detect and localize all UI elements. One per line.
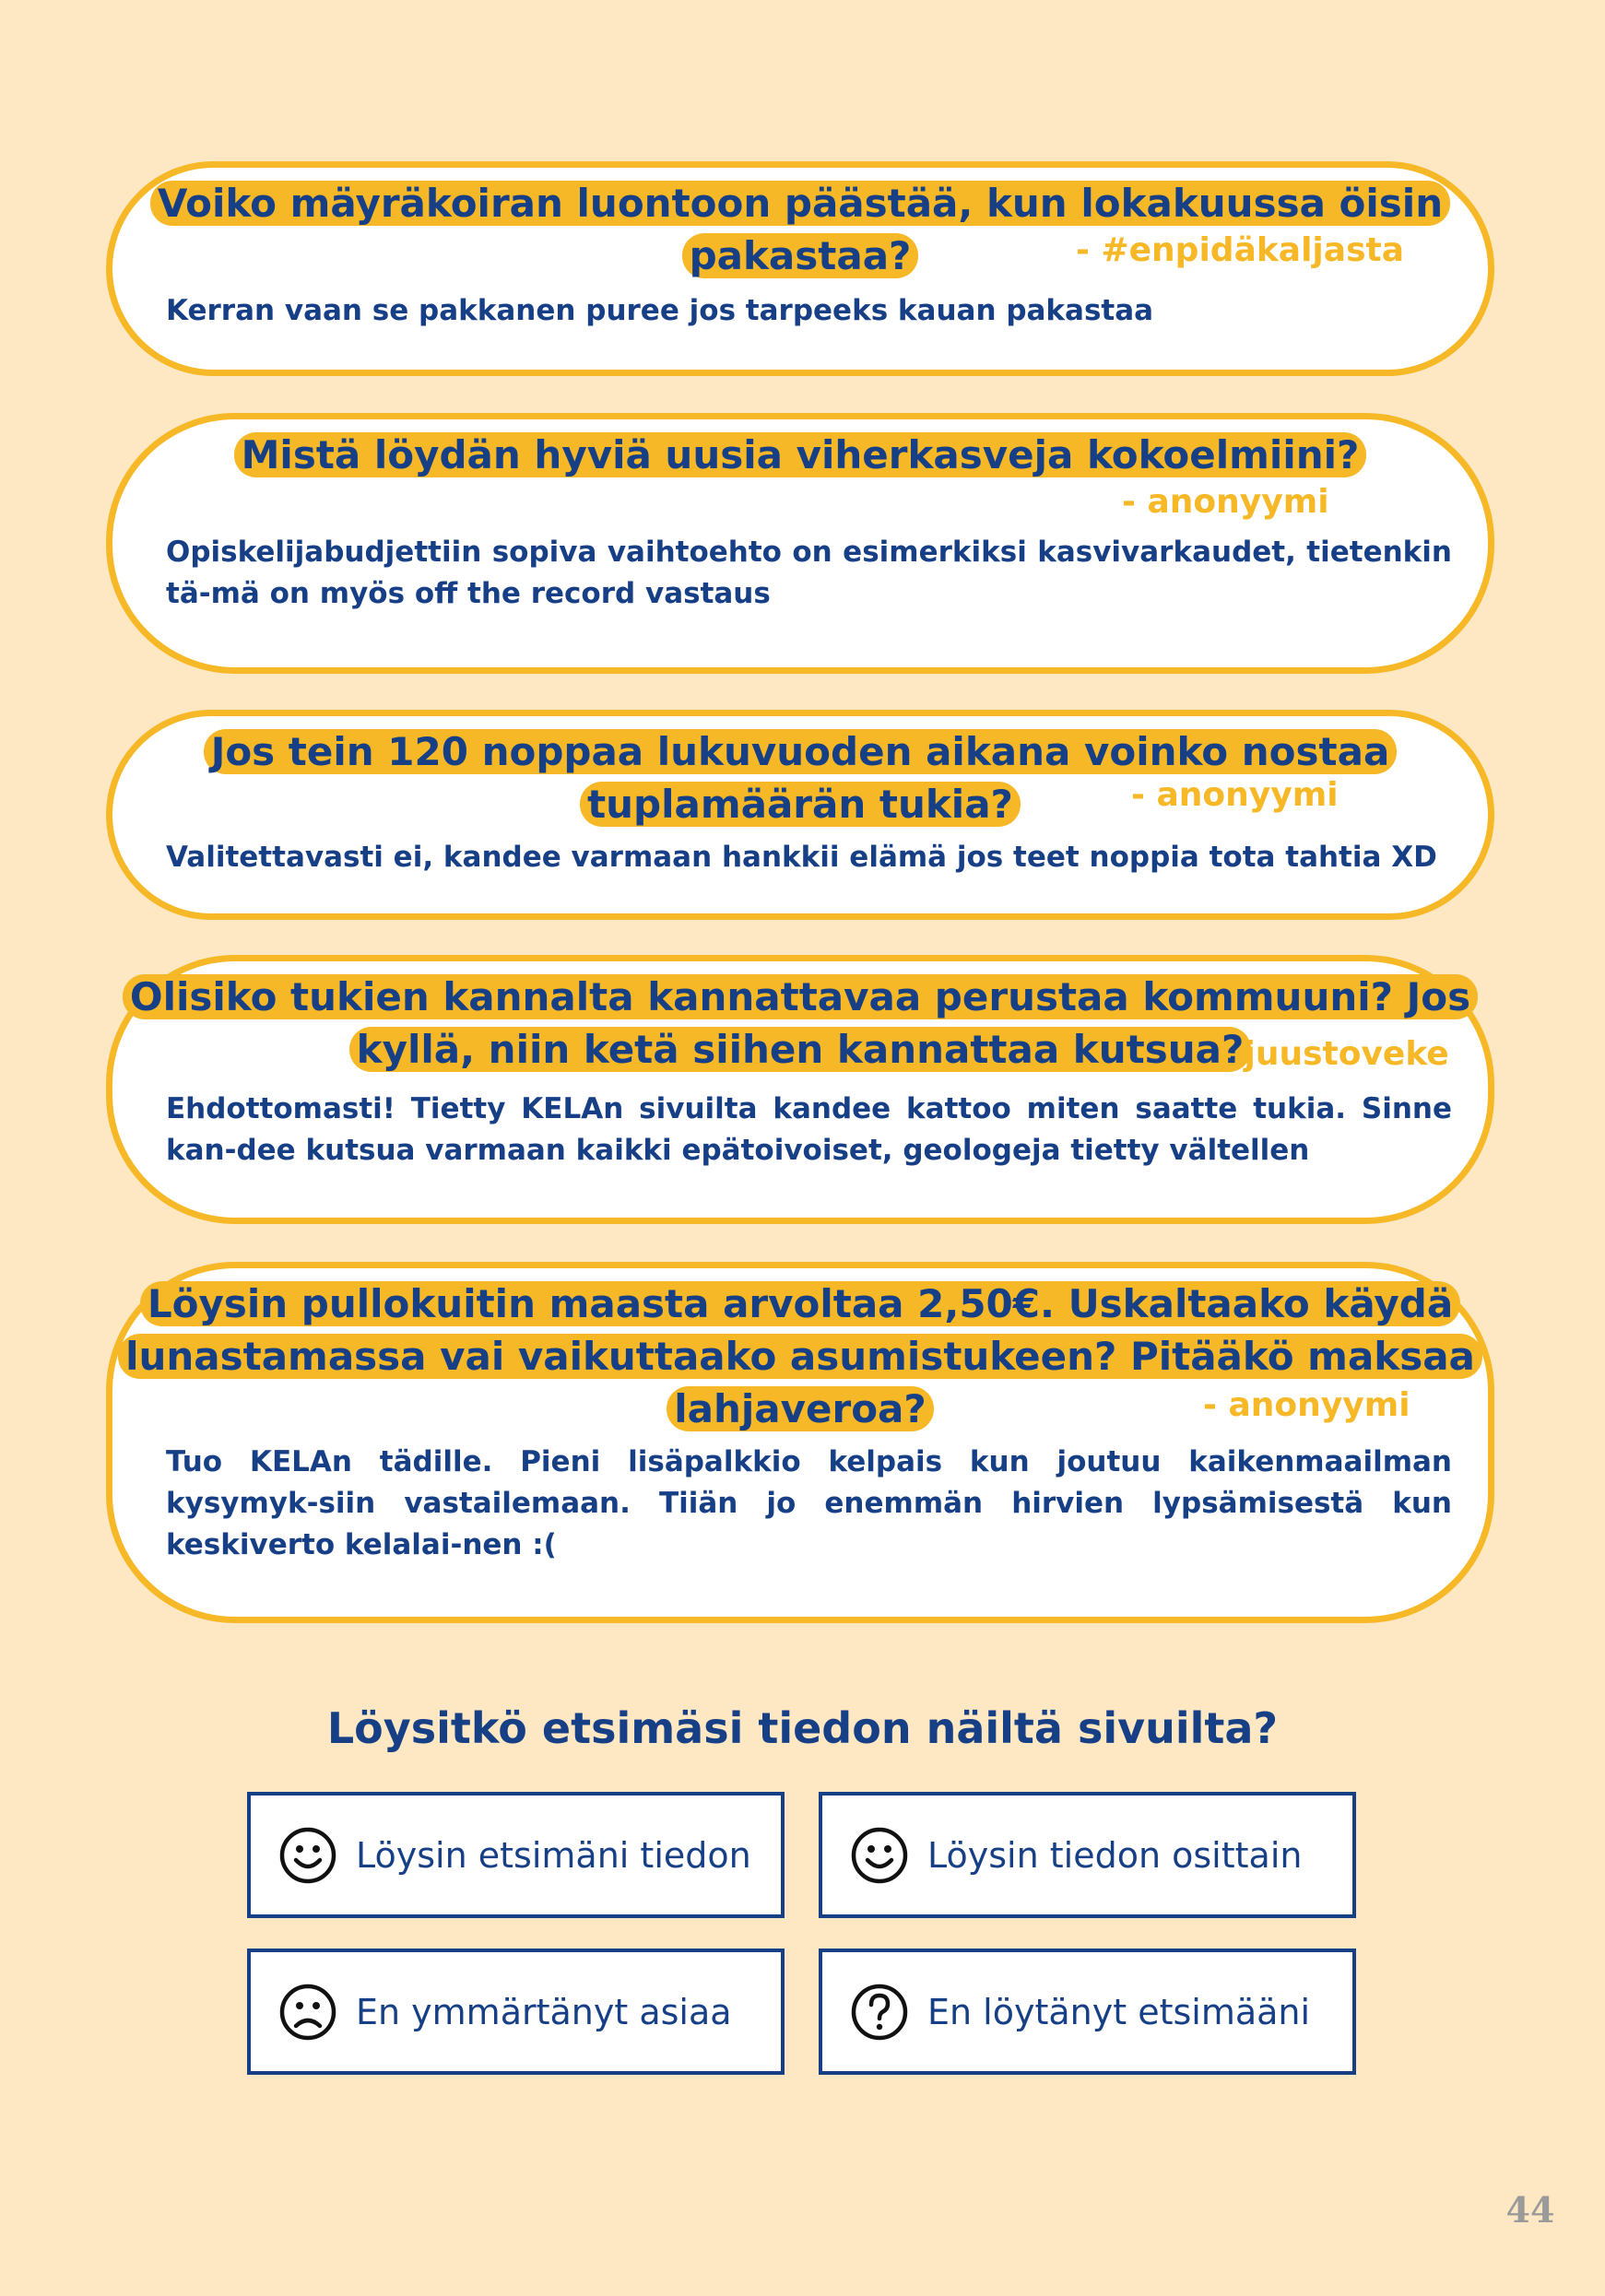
feedback-found-button[interactable] bbox=[247, 1792, 785, 1918]
question-author: - juustoveke bbox=[1219, 1035, 1449, 1073]
page-number: 44 bbox=[1505, 2189, 1555, 2231]
question-author: - anonyymi bbox=[1203, 1386, 1410, 1424]
answer: Tuo KELAn tädille. Pieni lisäpalkkio kelpais kun joutuu kaikenmaailman kysymyk-siin vastailemaan. Tiiän jo enemmän hirvien lypsämisestä kun keskiverto kelalai-nen :( bbox=[166, 1445, 1452, 1561]
question: Löysin pullokuitin maasta arvoltaa 2,50€. Uskaltaako käydä lunastamassa vai vaikuttaako asumistukeen? Pitääkö maksaa lahjaveroa? bbox=[112, 1278, 1488, 1435]
qa-card bbox=[106, 1262, 1494, 1623]
feedback-not-found-button[interactable] bbox=[819, 1949, 1356, 2075]
question: Voiko mäyräkoiran luontoon päästää, kun lokakuussa öisin pakastaa? bbox=[112, 177, 1488, 282]
answer: Ehdottomasti! Tietty KELAn sivuilta kandee kattoo miten saatte tukia. Sinne kan-dee kutsua varmaan kaikki epätoivoiset, geologeja tietty vältellen bbox=[166, 1092, 1452, 1167]
feedback-option-label: Löysin etsimäni tiedon bbox=[356, 1834, 751, 1876]
qa-card bbox=[106, 710, 1494, 920]
feedback-not-understood-button[interactable] bbox=[247, 1949, 785, 2075]
answer: Valitettavasti ei, kandee varmaan hankkii elämä jos teet noppia tota tahtia XD bbox=[166, 841, 1437, 874]
feedback-partially-found-button[interactable] bbox=[819, 1792, 1356, 1918]
smiley-icon bbox=[850, 1826, 909, 1885]
question: Mistä löydän hyviä uusia viherkasveja kokoelmiini? bbox=[112, 429, 1488, 481]
question: Olisiko tukien kannalta kannattavaa perustaa kommuuni? Jos kyllä, niin ketä siihen kannattaa kutsua? bbox=[112, 971, 1488, 1076]
feedback-title: Löysitkö etsimäsi tiedon näiltä sivuilta? bbox=[326, 1703, 1279, 1753]
question-author: - anonyymi bbox=[1122, 483, 1329, 521]
question: Jos tein 120 noppaa lukuvuoden aikana voinko nostaa tuplamäärän tukia? bbox=[112, 725, 1488, 830]
feedback-option-label: En löytänyt etsimääni bbox=[927, 1991, 1311, 2032]
answer: Opiskelijabudjettiin sopiva vaihtoehto on esimerkiksi kasvivarkaudet, tietenkin tä-mä on myös off the record vastaus bbox=[166, 536, 1452, 610]
question-icon bbox=[850, 1983, 909, 2042]
feedback-option-label: En ymmärtänyt asiaa bbox=[356, 1991, 732, 2032]
qa-card bbox=[106, 413, 1494, 674]
smiley-icon bbox=[278, 1826, 337, 1885]
answer: Kerran vaan se pakkanen puree jos tarpeeks kauan pakastaa bbox=[166, 294, 1154, 327]
qa-card bbox=[106, 161, 1494, 376]
question-author: - #enpidäkaljasta bbox=[1076, 231, 1404, 269]
question-author: - anonyymi bbox=[1131, 776, 1339, 814]
frown-icon bbox=[278, 1983, 337, 2042]
feedback-option-label: Löysin tiedon osittain bbox=[927, 1834, 1303, 1876]
qa-card bbox=[106, 955, 1494, 1224]
